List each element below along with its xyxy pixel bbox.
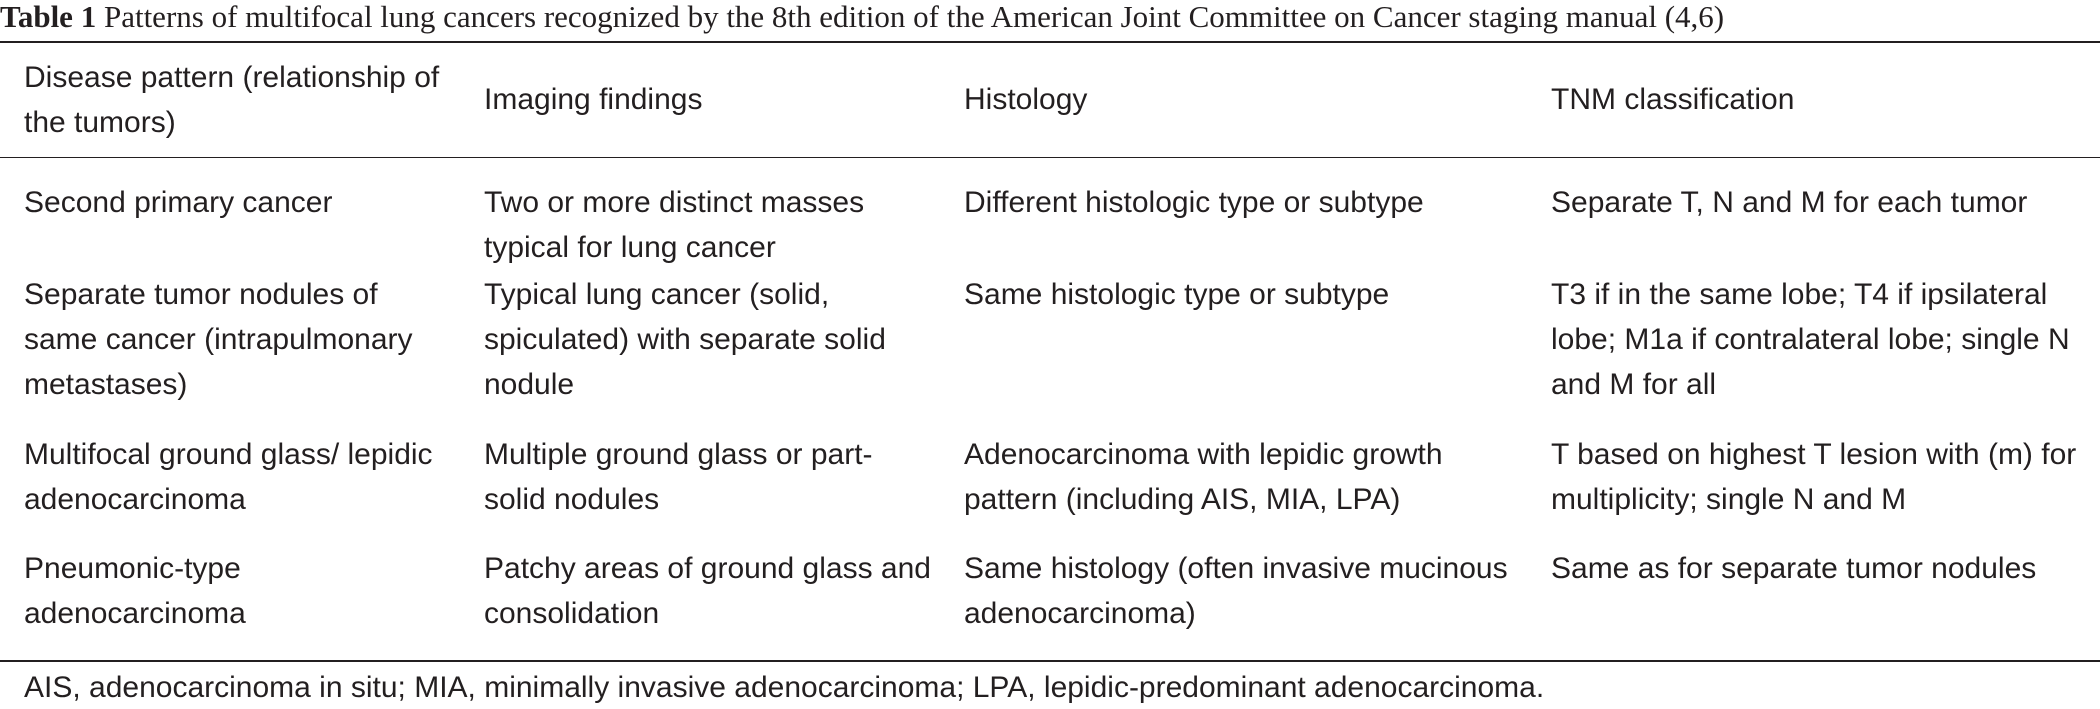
table-cell: T3 if in the same lobe; T4 if ipsilateral lobe; M1a if contralateral lobe; single N and M for all: [1551, 278, 2070, 401]
table-cell: T based on highest T lesion with (m) for multiplicity; single N and M: [1551, 438, 2077, 516]
table-cell: Patchy areas of ground glass and consolidation: [484, 552, 931, 630]
table-cell: Separate tumor nodules of same cancer (intrapulmonary metastases): [24, 278, 413, 401]
header-disease-pattern: Disease pattern (relationship of the tumors): [24, 61, 440, 139]
table-footnote: AIS, adenocarcinoma in situ; MIA, minimally invasive adenocarcinoma; LPA, lepidic-predominant adenocarcinoma.: [24, 671, 1545, 704]
table-cell: Different histologic type or subtype: [964, 186, 1424, 219]
table-cell: Typical lung cancer (solid, spiculated) with separate solid nodule: [484, 278, 886, 401]
table-caption: [0, 0, 2100, 40]
bottom-rule: [0, 660, 2100, 662]
header-tnm-classification: TNM classification: [1551, 83, 1795, 116]
table-cell: Multiple ground glass or part-solid nodules: [484, 438, 873, 516]
table-row: [0, 157, 2100, 270]
header-histology: Histology: [964, 83, 1088, 116]
table-cell: Separate T, N and M for each tumor: [1551, 186, 2028, 219]
table-title: Patterns of multifocal lung cancers recognized by the 8th edition of the American Joint Committee on Cancer staging manual (4,6): [103, 0, 1725, 34]
table-cell: Same histologic type or subtype: [964, 278, 1390, 311]
table-row: [0, 544, 2100, 660]
table-row: [0, 270, 2100, 430]
table-row: [0, 430, 2100, 544]
table-cell: Multifocal ground glass/ lepidic adenocarcinoma: [24, 438, 433, 516]
header-imaging-findings: Imaging findings: [484, 83, 703, 116]
table-cell: Pneumonic-type adenocarcinoma: [24, 552, 246, 630]
table-cell: Two or more distinct masses typical for lung cancer: [484, 186, 865, 264]
table-cell: Second primary cancer: [24, 186, 333, 219]
table-label: Table 1: [0, 0, 97, 34]
table-cell: Same as for separate tumor nodules: [1551, 552, 2037, 585]
header-row: [0, 43, 2100, 157]
table-cell: Same histology (often invasive mucinous adenocarcinoma): [964, 552, 1508, 630]
patterns-table: [0, 43, 2100, 660]
table-cell: Adenocarcinoma with lepidic growth pattern (including AIS, MIA, LPA): [964, 438, 1443, 516]
